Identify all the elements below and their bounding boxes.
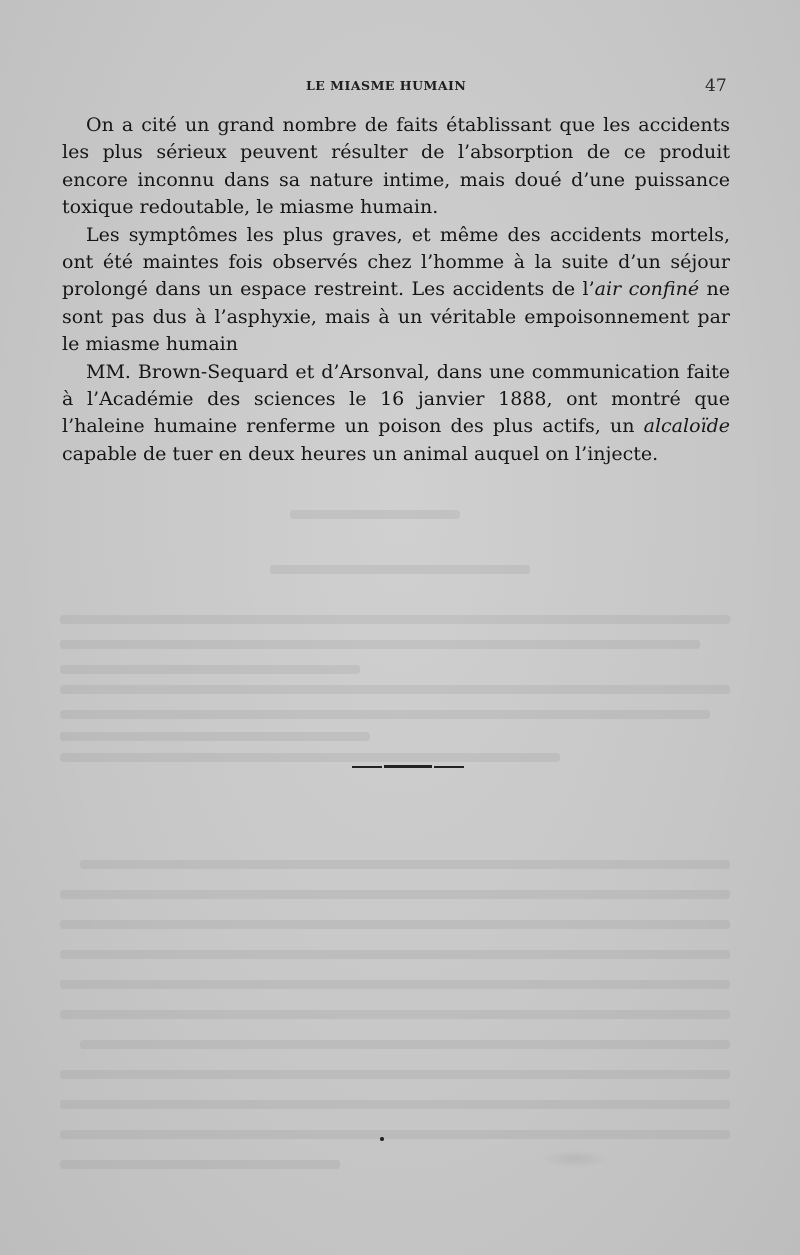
paragraph-2-italic: air confiné <box>594 278 700 301</box>
paragraph-3 <box>62 359 730 469</box>
ink-speck <box>380 1137 384 1141</box>
section-divider-rule <box>352 764 464 769</box>
running-header <box>0 78 800 98</box>
paragraph-3-part-2: capable de tuer en deux heures un animal auquel on l’injecte. <box>62 442 659 465</box>
paragraph-1: On a cité un grand nombre de faits établissant que les accidents les plus sérieux peuvent résulter de l’absorption de ce produit encore inconnu dans sa nature intime, mais doué d’une puissance toxique redoutable, le miasme humain. <box>62 114 730 219</box>
page-number: 47 <box>705 76 727 96</box>
body-text <box>62 112 730 468</box>
bleed-through-text <box>60 470 740 1190</box>
paragraph-3-part-1: MM. Brown-Sequard et d’Arsonval, dans une communication faite à l’Académie des sciences le 16 janvier 1888, ont montré que l’haleine humaine renferme un poison des plus actifs, un <box>62 360 730 438</box>
paragraph-2-part-2: ne sont pas dus à l’asphyxie, mais à un véritable empoisonnement par le miasme humain <box>62 278 731 356</box>
paper-smudge <box>540 1150 610 1168</box>
paragraph-3-italic: alcaloïde <box>643 415 730 438</box>
paragraph-2 <box>62 222 730 359</box>
running-title: LE MIASME HUMAIN <box>306 78 467 93</box>
paragraph-2-part-1: Les symptômes les plus graves, et même des accidents mortels, ont été maintes fois observés chez l’homme à la suite d’un séjour prolongé dans un espace restreint. Les accidents de l’ <box>62 223 730 301</box>
